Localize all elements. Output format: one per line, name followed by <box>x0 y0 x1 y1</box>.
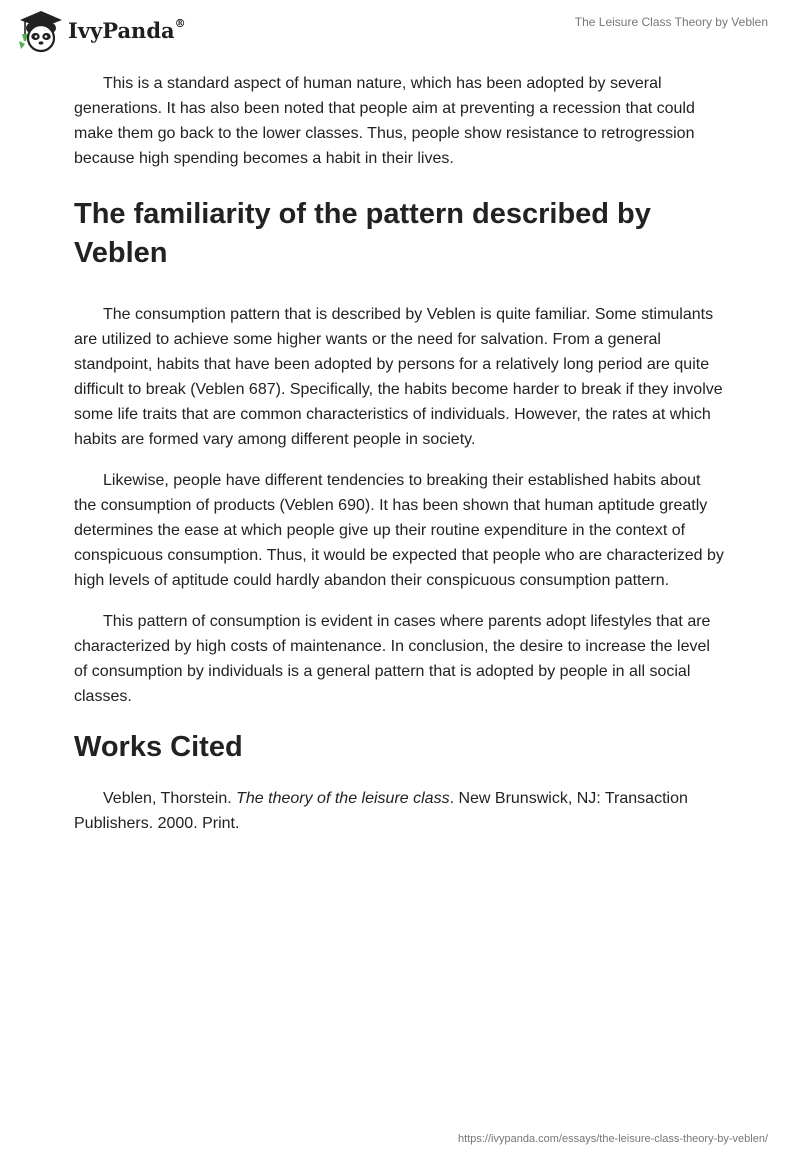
page-header <box>0 0 800 60</box>
citation-publication: . New Brunswick, NJ: Transaction Publishers. 2000. Print. <box>74 790 688 832</box>
section-heading-familiarity: The familiarity of the pattern described by Veblen <box>74 198 651 269</box>
logo-name: IvyPanda <box>68 17 175 43</box>
citation-author: Veblen, Thorstein. <box>103 790 237 807</box>
works-cited-heading: Works Cited <box>74 731 243 763</box>
body-paragraph: The consumption pattern that is described by Veblen is quite familiar. Some stimulants are utilized to achieve some higher wants or the need for salvation. From a general standpoint, habits that have been adopted by persons for a relatively long period are quite difficult to break (Veblen 687). Specifically, the habits become harder to break if they involve some life traits that are common characteristics of individuals. However, the rates at which habits are formed vary among different people in society. <box>74 306 723 448</box>
intro-paragraph: This is a standard aspect of human nature, which has been adopted by several generations. It has also been noted that people aim at preventing a recession that could make them go back to the lower classes. Thus, people show resistance to retrogression because high spending becomes a habit in their lives. <box>74 75 695 167</box>
body-paragraph: This pattern of consumption is evident in cases where parents adopt lifestyles that are characterized by high costs of maintenance. In conclusion, the desire to increase the level of consumption by individuals is a general pattern that is adopted by people in all social classes. <box>74 613 711 705</box>
document-title: The Leisure Class Theory by Veblen <box>574 15 768 29</box>
ivypanda-logo[interactable] <box>14 8 186 54</box>
panda-graduate-icon <box>14 8 64 54</box>
body-paragraph: Likewise, people have different tendencies to breaking their established habits about the consumption of products (Veblen 690). It has been shown that human aptitude greatly determines the ease at which people give up their routine expenditure in the context of conspicuous consumption. Thus, it would be expected that people who are characterized by high levels of aptitude could hardly abandon their conspicuous consumption pattern. <box>74 472 724 589</box>
registered-mark: ® <box>174 16 186 30</box>
essay-content <box>74 71 726 852</box>
citation-title: The theory of the leisure class <box>236 790 450 807</box>
source-url[interactable]: https://ivypanda.com/essays/the-leisure-class-theory-by-veblen/ <box>458 1133 768 1145</box>
citation-entry <box>74 786 726 836</box>
logo-wordmark <box>68 18 186 43</box>
